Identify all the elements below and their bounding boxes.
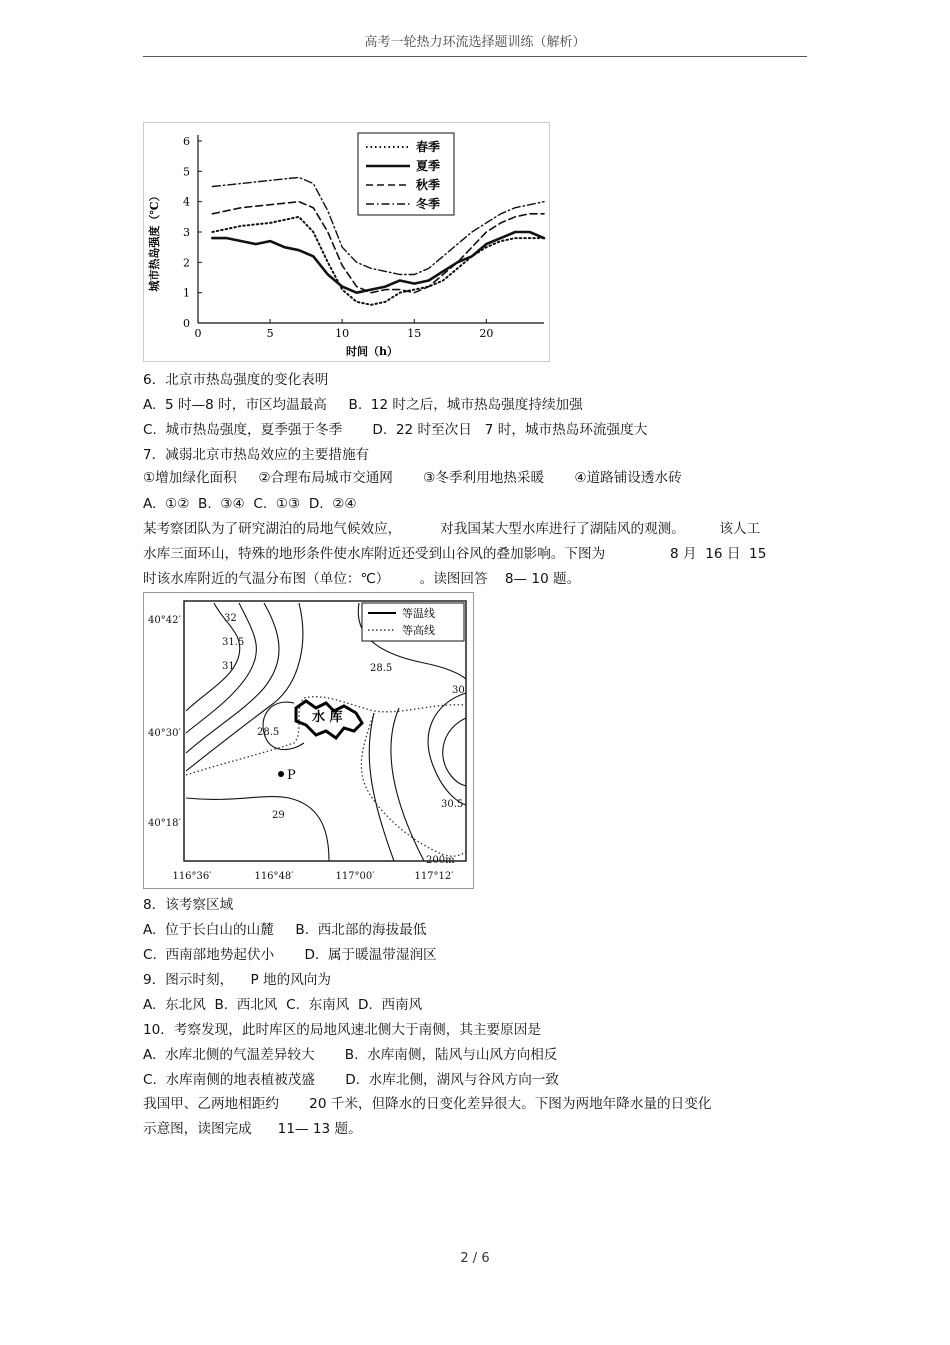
chart-y-tick-label: 4	[183, 195, 190, 209]
question-6-options-cd: C. 城市热岛强度，夏季强于冬季 D. 22 时至次日 7 时，城市热岛环流强度大	[143, 422, 648, 438]
isotherm-label-31-5: 31.5	[222, 637, 245, 648]
passage-11-13-line-1: 我国甲、乙两地相距约 20 千米，但降水的日变化差异很大。下图为两地年降水量的日变化	[143, 1096, 712, 1112]
isotherm-30-west	[186, 603, 303, 771]
question-6-stem: 6．北京市热岛强度的变化表明	[143, 372, 329, 388]
chart-y-tick-label: 5	[183, 165, 190, 179]
chart-x-tick-label: 20	[479, 327, 494, 340]
isotherm-label-28-5-north: 28.5	[370, 663, 393, 674]
passage-11-13-line-2: 示意图，读图完成 11— 13 题。	[143, 1121, 362, 1137]
map-legend	[362, 603, 464, 641]
reservoir-map-svg	[144, 593, 473, 888]
reservoir-label: 水 库	[312, 710, 343, 725]
isotherm-label-28-5-west: 28.5	[257, 727, 280, 738]
point-p-marker	[278, 771, 284, 777]
question-6-options-ab: A. 5 时—8 时，市区均温最高 B. 12 时之后，城市热岛强度持续加强	[143, 397, 583, 413]
isotherm-label-31: 31	[222, 661, 235, 672]
chart-y-tick-label: 3	[183, 226, 190, 239]
question-7-stem: 7．减弱北京市热岛效应的主要措施有	[143, 447, 370, 463]
isotherm-label-30: 30	[452, 685, 465, 696]
question-8-stem: 8．该考察区域	[143, 897, 234, 913]
lon-label-116-48: 116°48′	[254, 871, 294, 882]
question-10-options-cd: C. 水库南侧的地表植被茂盛 D. 水库北侧，湖风与谷风方向一致	[143, 1072, 559, 1088]
question-8-options-ab: A. 位于长白山的山麓 B. 西北部的海拔最低	[143, 922, 427, 938]
contour-label-200m: 200m	[426, 855, 455, 866]
chart-legend-label: 春季	[416, 140, 441, 154]
reservoir-temperature-map	[143, 592, 474, 889]
isotherm-29-5	[369, 713, 394, 861]
chart-y-tick-label: 0	[183, 317, 190, 330]
question-7-measures: ①增加绿化面积 ②合理布局城市交通网 ③冬季利用地热采暖 ④道路铺设透水砖	[143, 470, 682, 486]
chart-legend-label: 秋季	[416, 178, 441, 192]
question-10-stem: 10．考察发现，此时库区的局地风速北侧大于南侧，其主要原因是	[143, 1022, 541, 1038]
isotherm-label-29: 29	[272, 810, 285, 821]
isotherm-label-32: 32	[224, 613, 237, 624]
chart-x-axis-label: 时间（h）	[346, 345, 398, 358]
contour-line-south	[361, 713, 466, 856]
chart-legend-label: 夏季	[416, 159, 441, 173]
chart-y-axis-label: 城市热岛强度（℃）	[148, 190, 161, 292]
isotherm-29	[186, 797, 329, 861]
chart-legend-label: 冬季	[416, 197, 441, 211]
page-header: 高考一轮热力环流选择题训练（解析）	[143, 32, 807, 57]
isotherm-30-east	[391, 708, 424, 861]
page-number: 2 / 6	[460, 1251, 490, 1266]
chart-y-tick-label: 2	[183, 256, 190, 270]
lon-label-116-36: 116°36′	[172, 871, 212, 882]
contour-line-north	[186, 697, 466, 775]
question-9-options: A. 东北风 B. 西北风 C. 东南风 D. 西南风	[143, 997, 423, 1013]
heat-island-chart-svg	[144, 123, 549, 361]
chart-series-line-2	[212, 232, 544, 293]
lon-label-117-12: 117°12′	[414, 871, 454, 882]
isotherm-31-east	[443, 718, 466, 786]
isotherm-30-5	[428, 693, 466, 805]
question-7-options: A. ①② B. ③④ C. ①③ D. ②④	[143, 496, 357, 512]
lat-label-40-18: 40°18′	[148, 818, 181, 829]
isotherm-label-30-5: 30.5	[441, 799, 464, 810]
chart-x-tick-label: 15	[407, 327, 422, 340]
question-9-stem: 9．图示时刻， P 地的风向为	[143, 972, 331, 988]
lat-label-40-30: 40°30′	[148, 728, 181, 739]
point-p-label: P	[287, 768, 296, 783]
passage-8-10-line-3: 时该水库附近的气温分布图（单位：℃） 。读图回答 8— 10 题。	[143, 571, 581, 587]
chart-x-tick-label: 10	[335, 327, 350, 340]
lon-label-117-00: 117°00′	[335, 871, 375, 882]
chart-y-tick-label: 1	[183, 286, 190, 300]
chart-x-tick-label: 0	[194, 327, 202, 340]
passage-8-10-line-2: 水库三面环山，特殊的地形条件使水库附近还受到山谷风的叠加影响。下图为 8 月 16 日 15	[143, 546, 767, 562]
chart-x-tick-label: 5	[266, 327, 274, 340]
isotherm-28-5-west	[263, 702, 304, 750]
legend-contour-label: 等高线	[402, 624, 435, 637]
lat-label-40-42: 40°42′	[148, 615, 181, 626]
chart-y-tick-label: 6	[183, 135, 190, 148]
heat-island-chart	[143, 122, 550, 362]
legend-isotherm-label: 等温线	[402, 607, 435, 620]
question-8-options-cd: C. 西南部地势起伏小 D. 属于暖温带湿润区	[143, 947, 437, 963]
passage-8-10-line-1: 某考察团队为了研究湖泊的局地气候效应， 对我国某大型水库进行了湖陆风的观测。 该人工	[143, 521, 761, 537]
question-10-options-ab: A. 水库北侧的气温差异较大 B. 水库南侧，陆风与山风方向相反	[143, 1047, 558, 1063]
